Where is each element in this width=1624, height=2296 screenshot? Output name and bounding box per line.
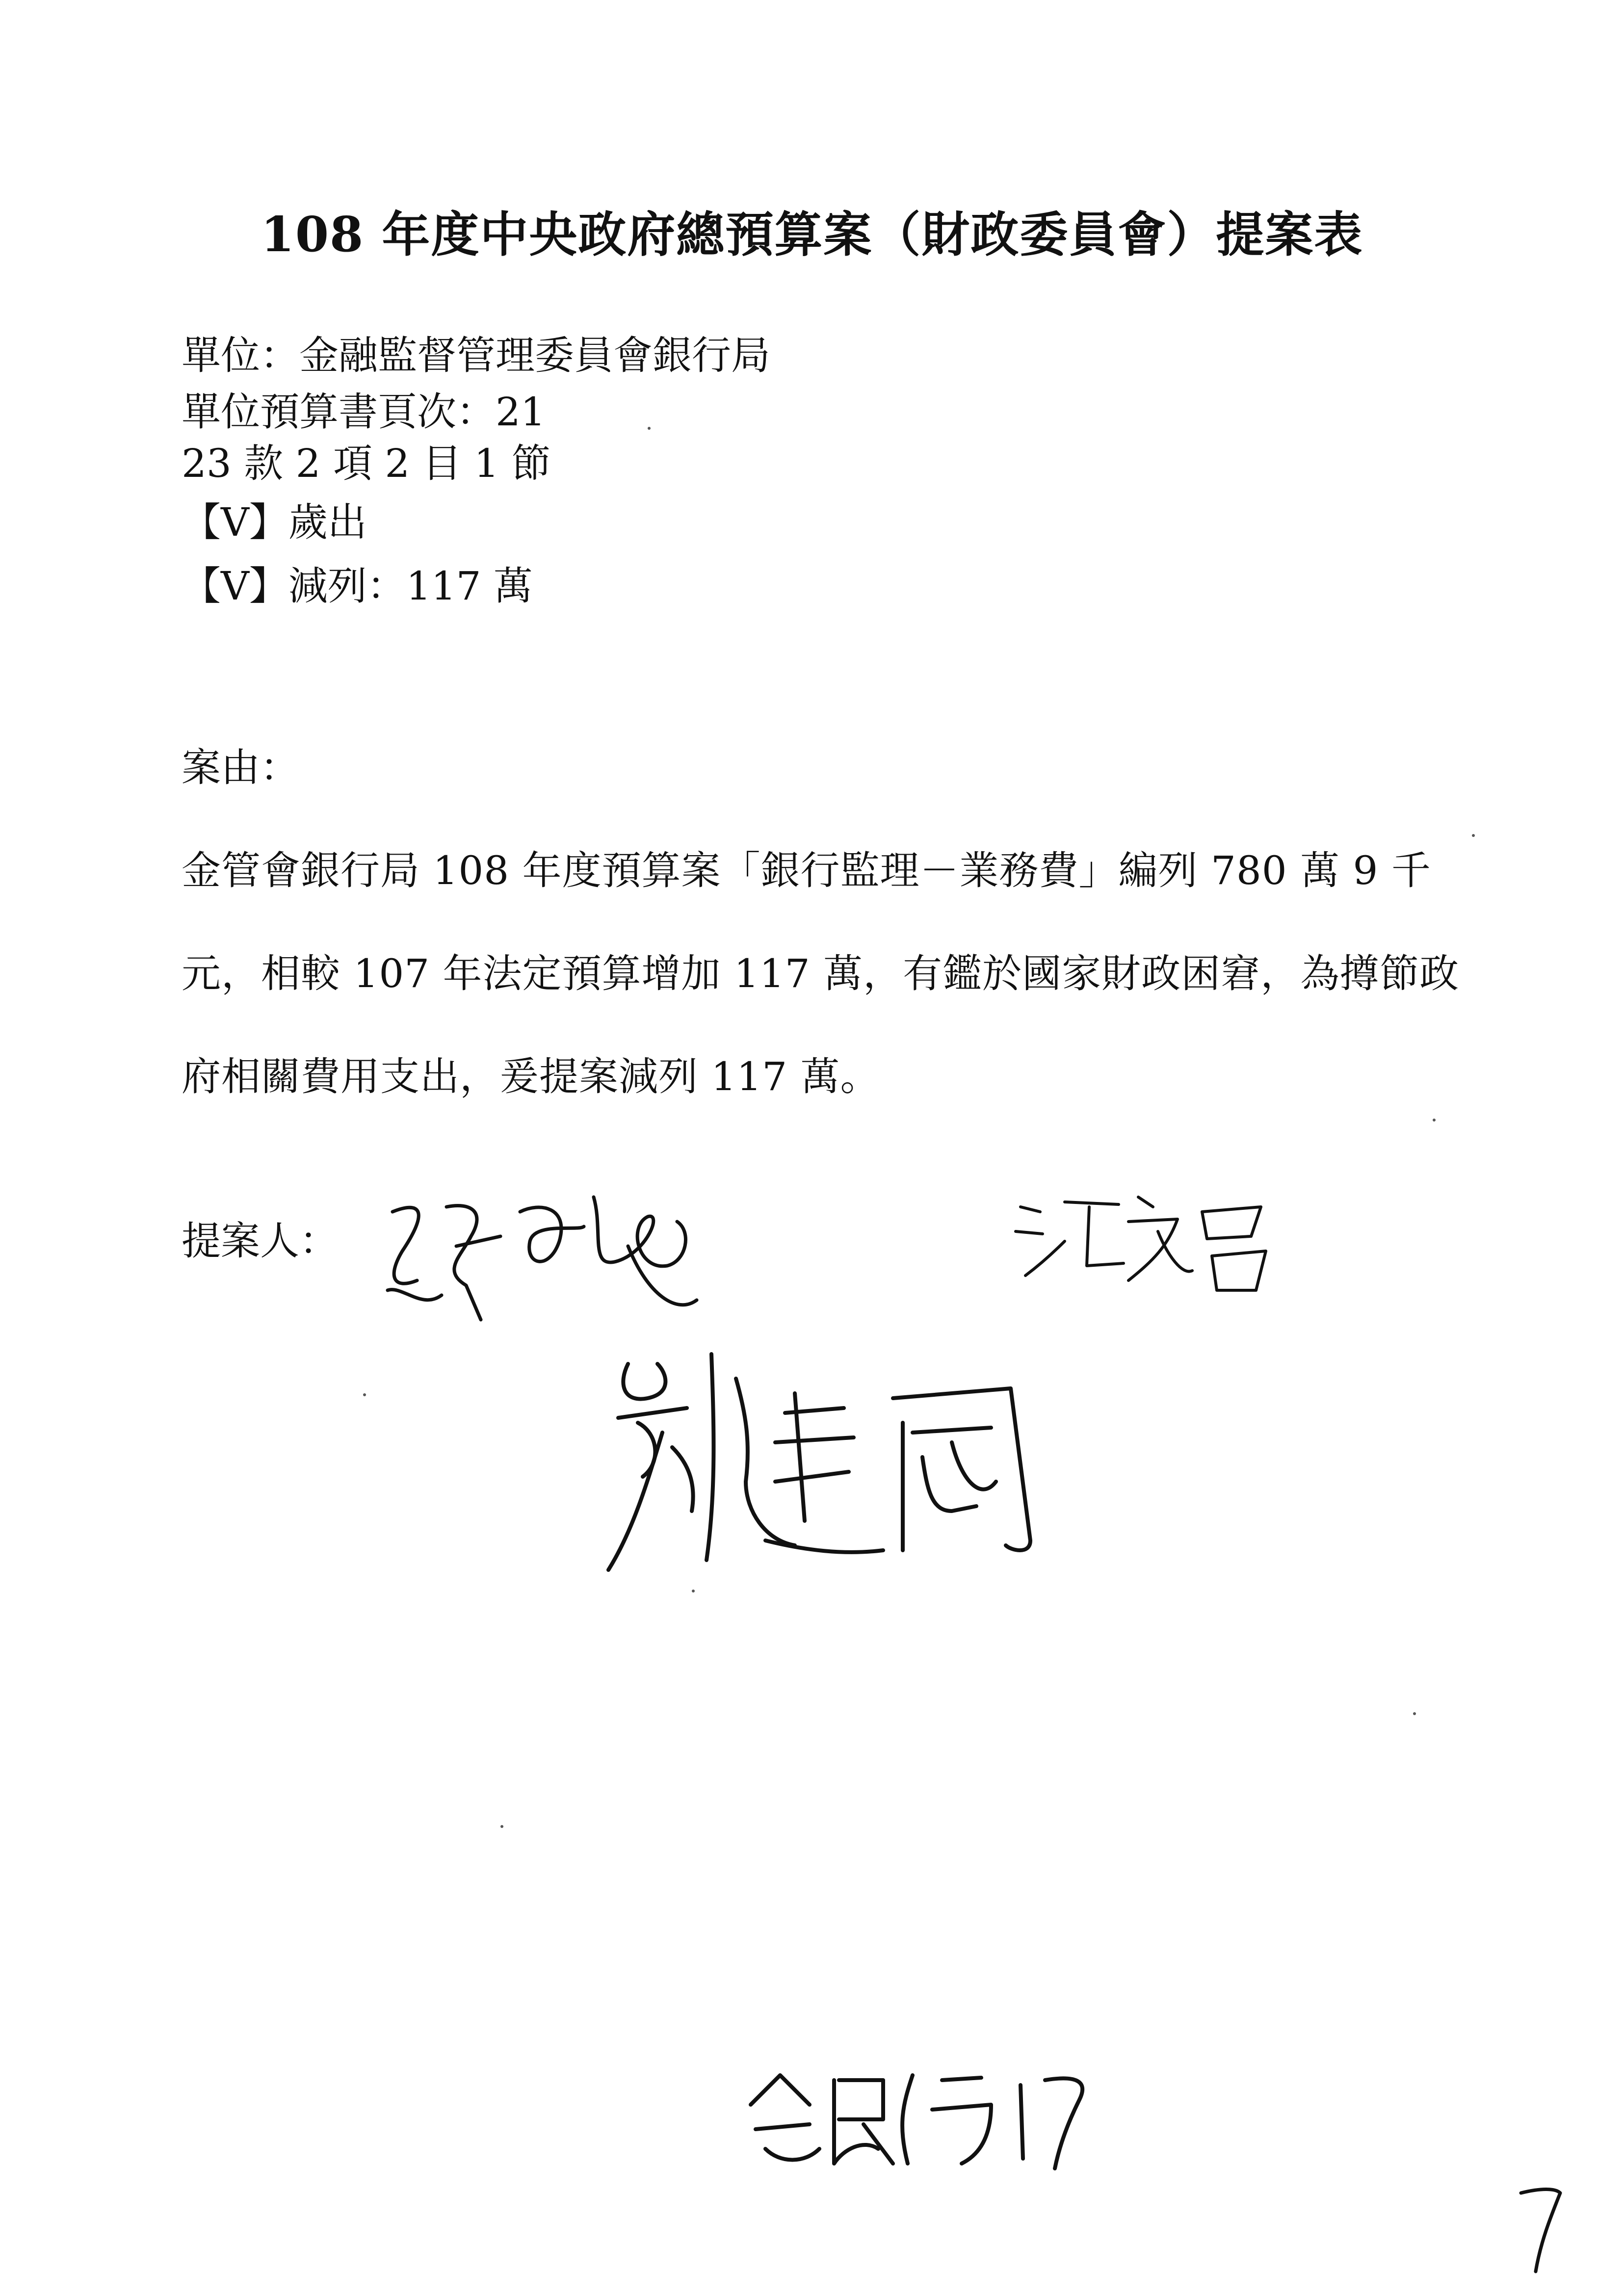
scan-speck: [692, 1590, 695, 1592]
unit-line: 單位：金融監督管理委員會銀行局: [182, 333, 770, 378]
handwritten-signature-3: [589, 1334, 1079, 1590]
proposer-label: 提案人：: [182, 1218, 339, 1264]
scan-speck: [1472, 834, 1475, 837]
page-title: 108 年度中央政府總預算案（財政委員會）提案表: [261, 207, 1363, 263]
handwritten-signature-1: [373, 1173, 716, 1339]
scan-speck: [1413, 1712, 1416, 1715]
scan-speck: [363, 1393, 366, 1396]
scan-speck: [500, 1825, 503, 1828]
page-number: [1511, 2178, 1570, 2276]
expenditure-checkbox-line: 【V】歲出: [182, 499, 367, 545]
scan-speck: [1433, 1119, 1436, 1122]
item-ref-line: 23 款 2 項 2 目 1 節: [182, 441, 551, 486]
reduction-checkbox-line: 【V】減列：117 萬: [182, 563, 533, 609]
handwritten-note: [736, 2051, 1109, 2178]
page-ref-line: 單位預算書頁次：21: [182, 389, 546, 435]
reason-label: 案由：: [182, 745, 299, 790]
handwritten-signature-2: [1006, 1177, 1281, 1305]
reason-text: 金管會銀行局 108 年度預算案「銀行監理－業務費」編列 780 萬 9 千元，相較 107 年法定預算增加 117 萬，有鑑於國家財政困窘，為撙節政府相關費用支出，爰提案減列 117 萬。: [182, 848, 1460, 1099]
scan-speck: [648, 427, 651, 430]
